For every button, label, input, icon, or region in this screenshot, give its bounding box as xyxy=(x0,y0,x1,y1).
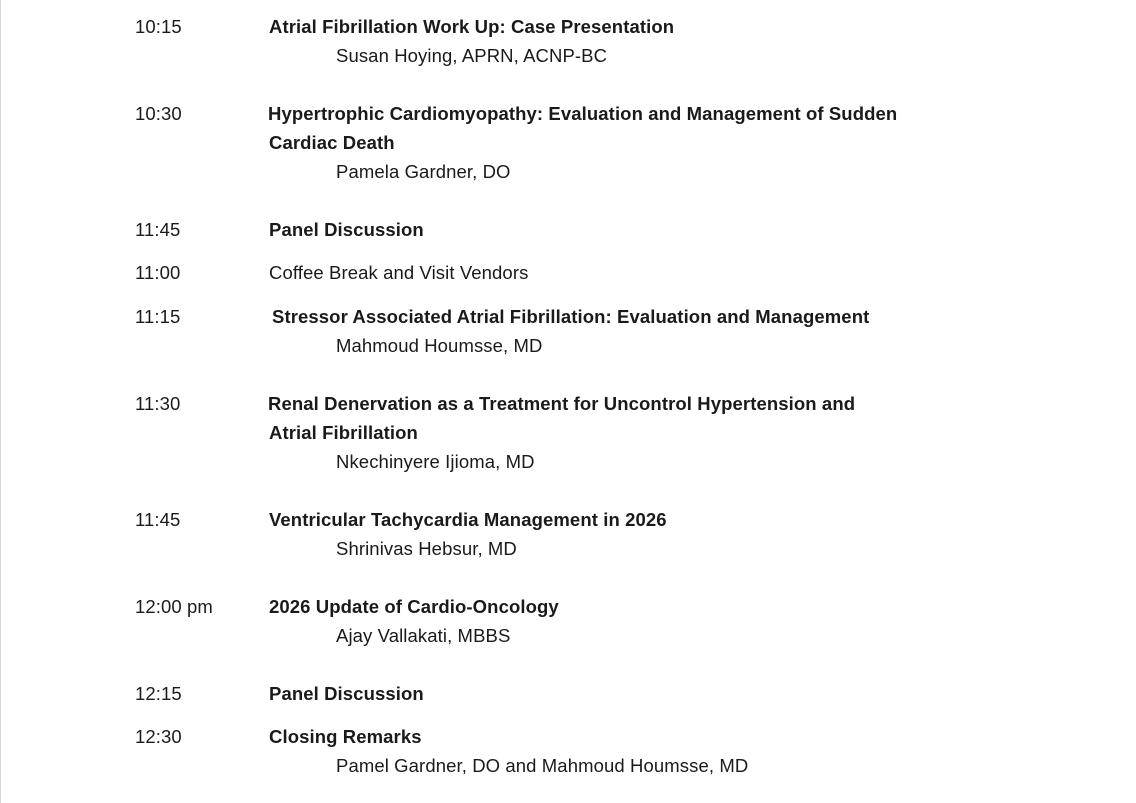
agenda-time: 11:45 xyxy=(135,509,181,530)
session-title-continued: Atrial Fibrillation xyxy=(269,422,418,443)
session-title: Stressor Associated Atrial Fibrillation: Evaluation and Management xyxy=(272,306,870,327)
session-speaker: Pamel Gardner, DO and Mahmoud Houmsse, MD xyxy=(336,755,749,776)
session-title-continued: Cardiac Death xyxy=(269,132,395,153)
agenda-time: 11:45 xyxy=(135,219,181,240)
agenda-time: 12:30 xyxy=(135,726,182,747)
session-title: Renal Denervation as a Treatment for Uncontrol Hypertension and xyxy=(268,393,856,414)
session-speaker: Susan Hoying, APRN, ACNP-BC xyxy=(336,45,608,66)
session-speaker: Ajay Vallakati, MBBS xyxy=(336,625,511,646)
session-title: 2026 Update of Cardio-Oncology xyxy=(269,596,559,617)
session-title: Panel Discussion xyxy=(269,683,424,704)
agenda-time: 11:15 xyxy=(135,306,181,327)
session-title: Panel Discussion xyxy=(269,219,424,240)
session-speaker: Shrinivas Hebsur, MD xyxy=(336,538,517,559)
break-title: Coffee Break and Visit Vendors xyxy=(269,262,529,283)
session-speaker: Pamela Gardner, DO xyxy=(336,161,511,182)
agenda-time: 12:15 xyxy=(135,683,182,704)
agenda-time: 11:00 xyxy=(135,262,181,283)
session-title: Atrial Fibrillation Work Up: Case Presentation xyxy=(269,16,675,37)
session-title: Hypertrophic Cardiomyopathy: Evaluation and Management of Sudden xyxy=(268,103,898,124)
agenda-time: 10:30 xyxy=(135,103,182,124)
session-title: Ventricular Tachycardia Management in 2026 xyxy=(269,509,667,530)
session-speaker: Mahmoud Houmsse, MD xyxy=(336,335,543,356)
agenda-time: 12:00 pm xyxy=(135,596,213,617)
agenda-time: 10:15 xyxy=(135,16,182,37)
session-speaker: Nkechinyere Ijioma, MD xyxy=(336,451,535,472)
session-title: Closing Remarks xyxy=(269,726,422,747)
agenda-time: 11:30 xyxy=(135,393,181,414)
